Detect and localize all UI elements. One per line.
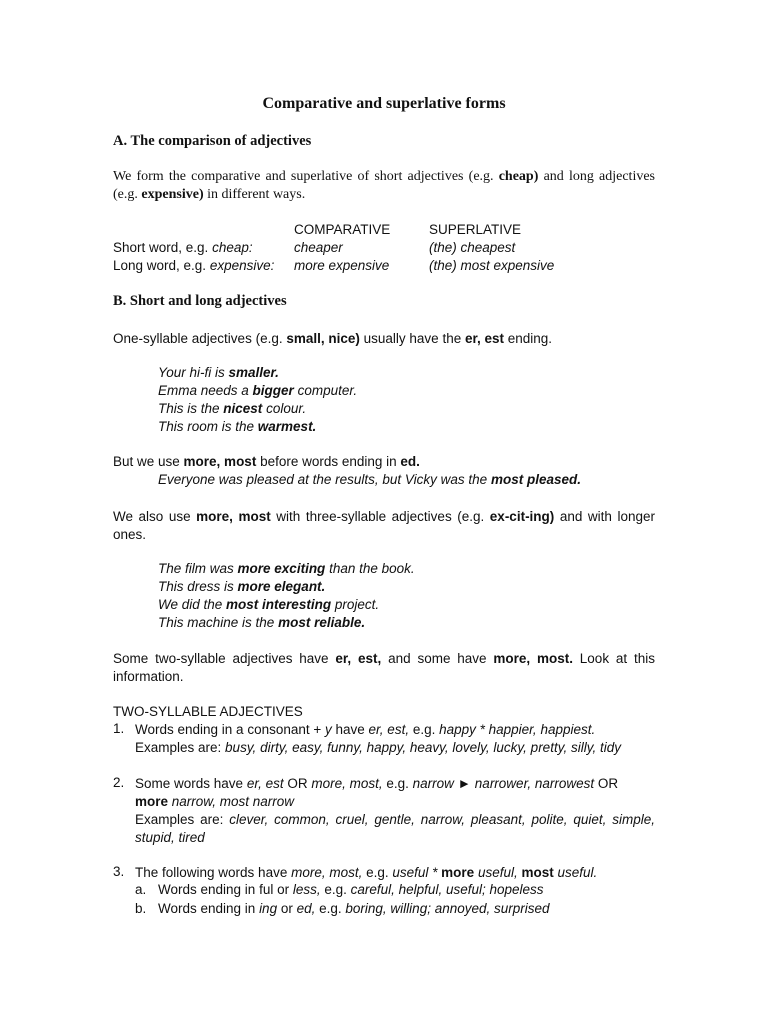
page-title: Comparative and superlative forms [262, 95, 506, 112]
section-b-paragraph-3: We also use more, most with three-syllable adjectives (e.g. ex-cit-ing) and with longer ones. [113, 509, 655, 542]
table-row-short-comparative: cheaper [294, 240, 343, 255]
example-sentence: This dress is more elegant. [158, 579, 326, 594]
table-row-long-superlative: (the) most expensive [429, 258, 555, 273]
list-item: Some words have er, est OR more, most, e.g. narrow ► narrower, narrowest OR more narrow, most narrow Examples are: clever, common, cruel, gentle, narrow, pleasant, polite, quiet, simple, stupid, tired [135, 776, 655, 845]
list-number: 1. [113, 721, 125, 736]
table-row-short-label: Short word, e.g. cheap: [113, 240, 253, 255]
table-row-long-label: Long word, e.g. expensive: [113, 258, 275, 273]
list-number: 3. [113, 864, 125, 879]
sub-list-item: Words ending in ful or less, e.g. careful, helpful, useful; hopeless [158, 882, 544, 897]
section-b-paragraph-4: Some two-syllable adjectives have er, est, and some have more, most. Look at this information. [113, 651, 655, 684]
table-header-superlative: SUPERLATIVE [429, 222, 522, 237]
example-sentence: Emma needs a bigger computer. [158, 383, 358, 398]
example-sentence: This machine is the most reliable. [158, 615, 366, 630]
sub-list-item: Words ending in ing or ed, e.g. boring, willing; annoyed, surprised [158, 901, 550, 916]
sub-list-label: a. [135, 882, 147, 897]
section-b-paragraph-2: But we use more, most before words ending in ed. [113, 454, 420, 469]
example-sentence: Your hi-fi is smaller. [158, 365, 279, 380]
list-item: The following words have more, most, e.g. useful * more useful, most useful. [135, 865, 598, 880]
example-sentence: This is the nicest colour. [158, 401, 307, 416]
table-header-comparative: COMPARATIVE [294, 222, 391, 237]
example-sentence: Everyone was pleased at the results, but Vicky was the most pleased. [158, 472, 581, 487]
example-sentence: The film was more exciting than the book. [158, 561, 415, 576]
section-a-heading: A. The comparison of adjectives [113, 133, 312, 149]
example-sentence: This room is the warmest. [158, 419, 317, 434]
list-number: 2. [113, 775, 125, 790]
list-item: Words ending in a consonant + y have er, est, e.g. happy * happier, happiest. Examples are: busy, dirty, easy, funny, happy, heavy, lovely, lucky, pretty, silly, tidy [135, 722, 621, 755]
example-sentence: We did the most interesting project. [158, 597, 380, 612]
table-row-short-superlative: (the) cheapest [429, 240, 516, 255]
table-row-long-comparative: more expensive [294, 258, 390, 273]
section-b-heading: B. Short and long adjectives [113, 293, 287, 309]
two-syllable-heading: TWO-SYLLABLE ADJECTIVES [113, 704, 303, 719]
section-a-paragraph: We form the comparative and superlative of short adjectives (e.g. cheap) and long adjectives (e.g. expensive) in different ways. [113, 169, 655, 202]
sub-list-label: b. [135, 901, 147, 916]
section-b-paragraph-1: One-syllable adjectives (e.g. small, nice) usually have the er, est ending. [113, 331, 553, 346]
